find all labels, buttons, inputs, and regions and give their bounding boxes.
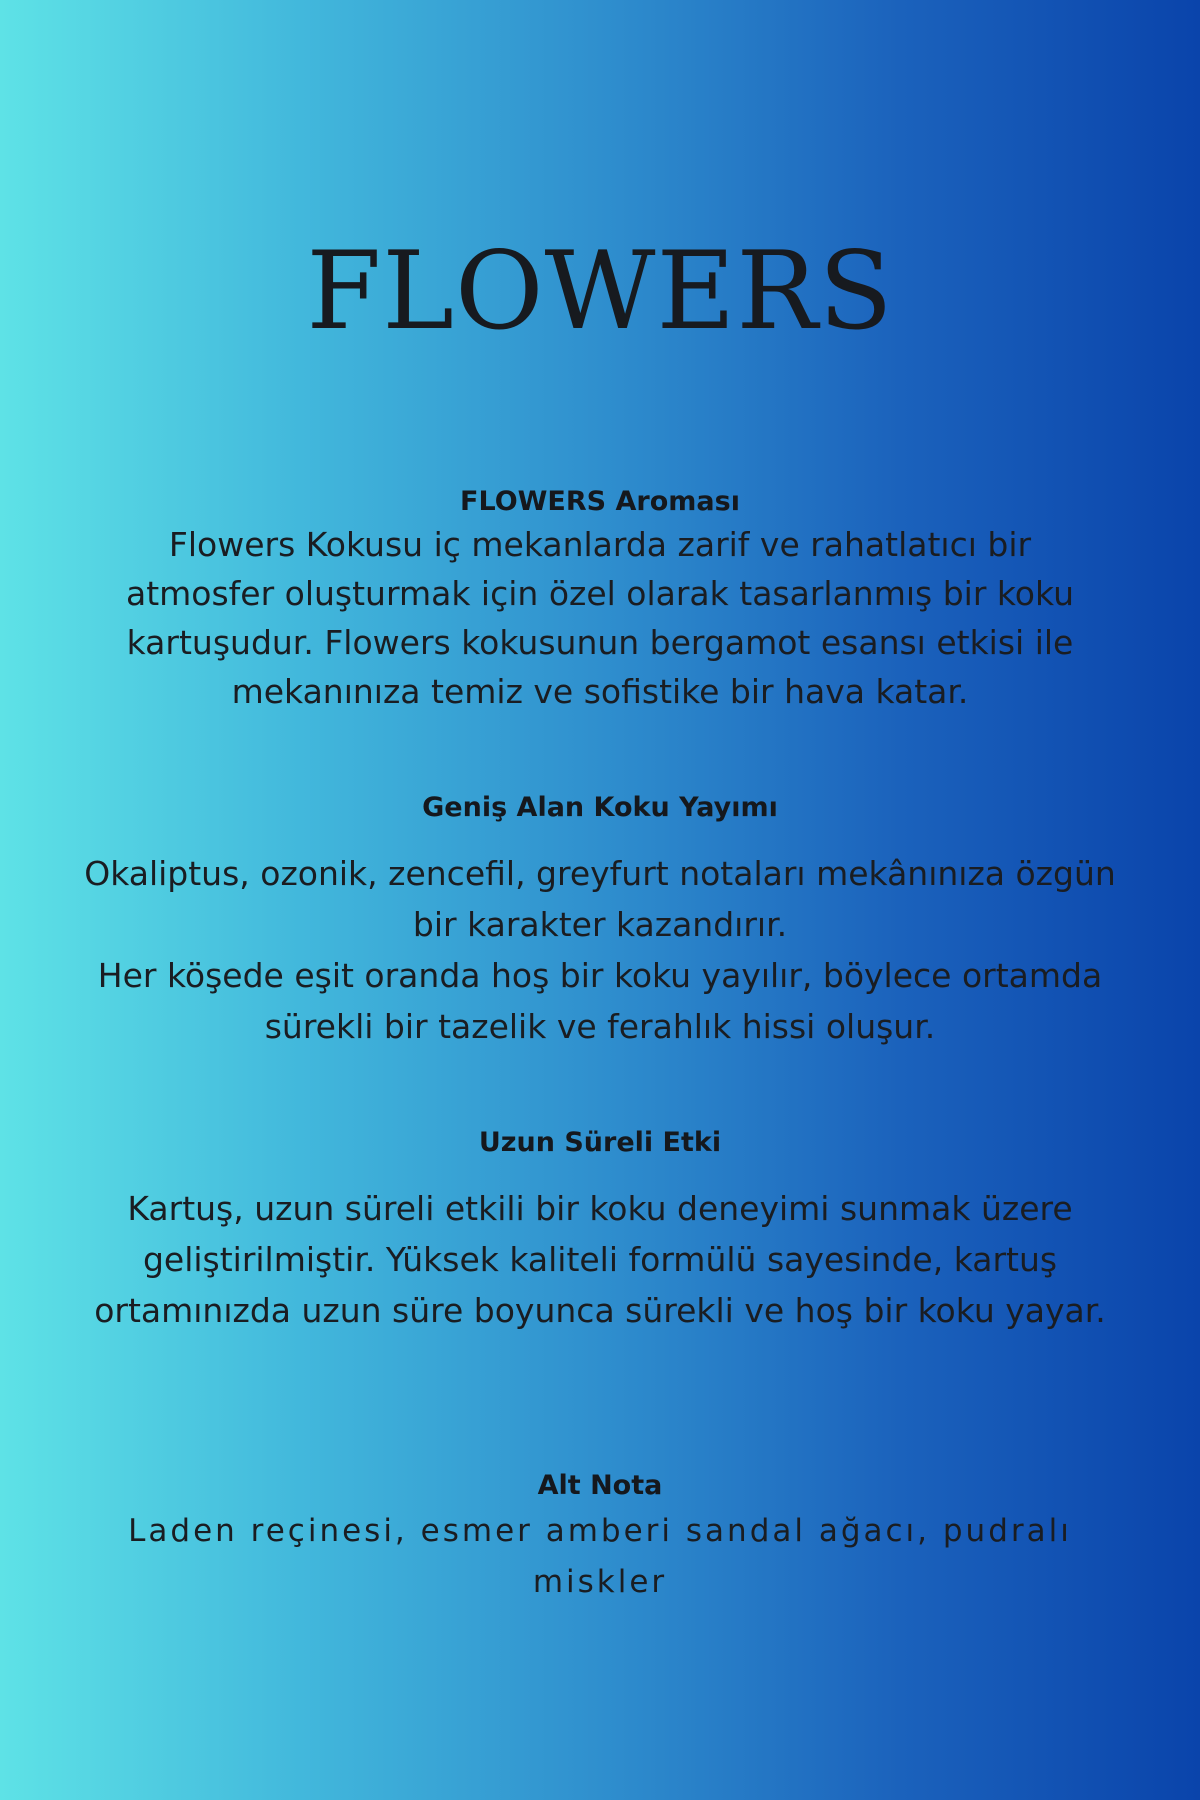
section-body [20, 1506, 1180, 1608]
section-heading: Alt Nota [537, 1470, 663, 1501]
body-line: Okaliptus, ozonik, zencefil, greyfurt notaları mekânınıza özgün [84, 854, 1116, 893]
body-line: kartuşudur. Flowers kokusunun bergamot esansı etkisi ile [126, 623, 1074, 662]
section-heading: FLOWERS Aroması [460, 486, 740, 517]
body-line: Laden reçinesi, esmer amberi sandal ağacı, pudralı [128, 1513, 1072, 1549]
section-aroma [20, 484, 1180, 716]
body-line: miskler [532, 1564, 668, 1600]
body-line: sürekli bir tazelik ve ferahlık hissi oluşur. [264, 1007, 936, 1046]
section-base-notes [20, 1468, 1180, 1608]
body-line: ortamınızda uzun süre boyunca sürekli ve hoş bir koku yayar. [94, 1291, 1106, 1330]
page-title: FLOWERS [306, 229, 894, 354]
section-heading: Geniş Alan Koku Yayımı [422, 792, 778, 823]
body-line: Her köşede eşit oranda hoş bir koku yayılır, böylece ortamda [97, 956, 1103, 995]
section-body [20, 520, 1180, 716]
section-body [20, 1183, 1180, 1336]
section-wide-area [20, 790, 1180, 1052]
body-line: bir karakter kazandırır. [412, 905, 788, 944]
section-heading: Uzun Süreli Etki [478, 1127, 722, 1158]
section-body [20, 848, 1180, 1052]
body-line: atmosfer oluşturmak için özel olarak tasarlanmış bir koku [125, 574, 1075, 613]
body-line: Kartuş, uzun süreli etkili bir koku deneyimi sunmak üzere [127, 1189, 1073, 1228]
body-line: mekanınıza temiz ve sofistike bir hava katar. [231, 672, 969, 711]
section-long-lasting [20, 1125, 1180, 1336]
body-line: Flowers Kokusu iç mekanlarda zarif ve rahatlatıcı bir [168, 525, 1032, 564]
body-line: geliştirilmiştir. Yüksek kaliteli formülü sayesinde, kartuş [142, 1240, 1058, 1279]
